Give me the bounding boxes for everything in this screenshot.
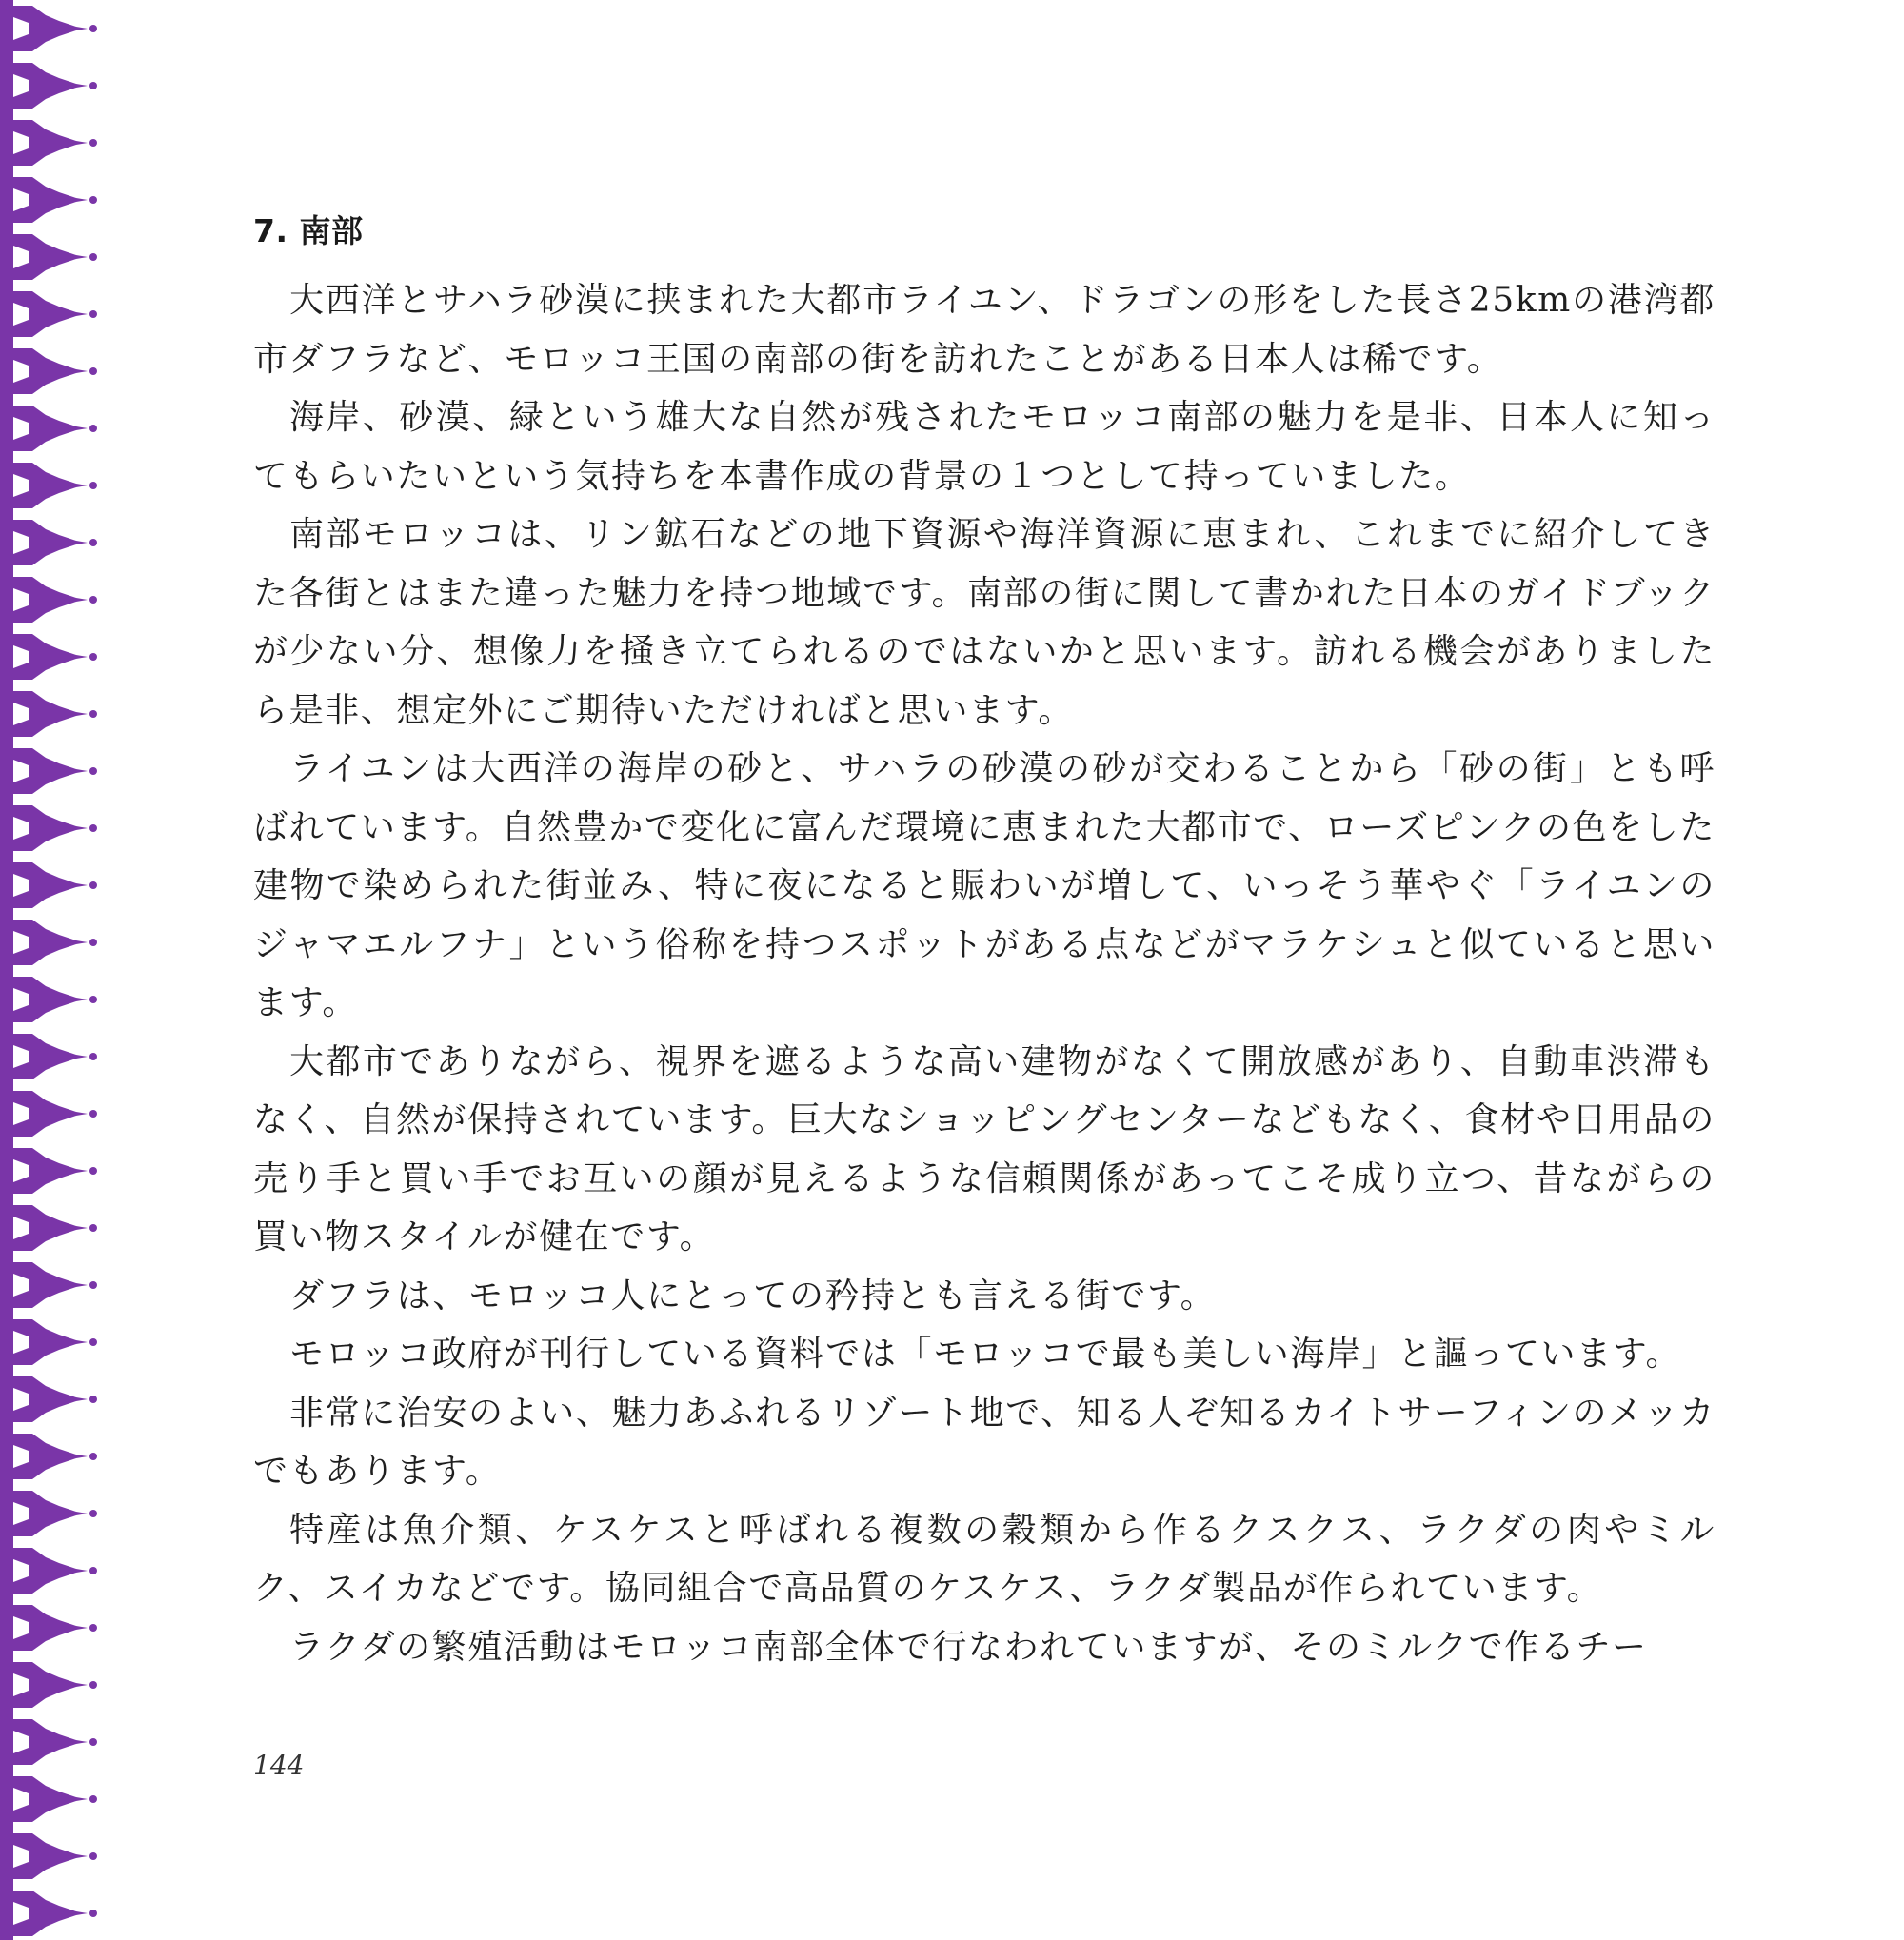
- paragraph: 特産は魚介類、ケスケスと呼ばれる複数の穀類から作るクスクス、ラクダの肉やミルク、スイカなどです。協同組合で高品質のケスケス、ラクダ製品が作られています。: [253, 1510, 1716, 1608]
- paragraph: 大都市でありながら、視界を遮るような高い建物がなくて開放感があり、自動車渋滞もなく、自然が保持されています。巨大なショッピングセンターなどもなく、食材や日用品の売り手と買い手でお互いの顔が見えるような信頼関係があってこそ成り立つ、昔ながらの買い物スタイルが健在です。: [253, 1041, 1716, 1257]
- main-content: [253, 205, 1716, 1676]
- paragraph: 大西洋とサハラ砂漠に挟まれた大都市ライユン、ドラゴンの形をした長さ25kmの港湾都市ダフラなど、モロッコ王国の南部の街を訪れたことがある日本人は稀です。: [253, 281, 1716, 379]
- paragraph: 海岸、砂漠、緑という雄大な自然が残されたモロッコ南部の魅力を是非、日本人に知ってもらいたいという気持ちを本書作成の背景の１つとして持っていました。: [253, 398, 1716, 496]
- paragraph: モロッコ政府が刊行している資料では「モロッコで最も美しい海岸」と謳っています。: [289, 1335, 1682, 1374]
- paragraph: 非常に治安のよい、魅力あふれるリゾート地で、知る人ぞ知るカイトサーフィンのメッカでもあります。: [253, 1393, 1716, 1491]
- paragraph: ラクダの繁殖活動はモロッコ南部全体で行なわれていますが、そのミルクで作るチー: [289, 1627, 1648, 1667]
- paragraph: ライユンは大西洋の海岸の砂と、サハラの砂漠の砂が交わることから「砂の街」とも呼ばれています。自然豊かで変化に富んだ環境に恵まれた大都市で、ローズピンクの色をした建物で染められた街並み、特に夜になると賑わいが増して、いっそう華やぐ「ライユンのジャマエルフナ」という俗称を持つスポットがある点などがマラケシュと似ていると思います。: [253, 749, 1716, 1022]
- purple-lace-border: [0, 0, 99, 1940]
- page-number: 144: [253, 1750, 305, 1781]
- paragraph: ダフラは、モロッコ人にとっての矜持とも言える街です。: [289, 1276, 1217, 1316]
- section-title: 7. 南部: [253, 212, 364, 249]
- paragraph: 南部モロッコは、リン鉱石などの地下資源や海洋資源に恵まれ、これまでに紹介してきた各街とはまた違った魅力を持つ地域です。南部の街に関して書かれた日本のガイドブックが少ない分、想像力を掻き立てられるのではないかと思います。訪れる機会がありましたら是非、想定外にご期待いただければと思います。: [253, 515, 1716, 730]
